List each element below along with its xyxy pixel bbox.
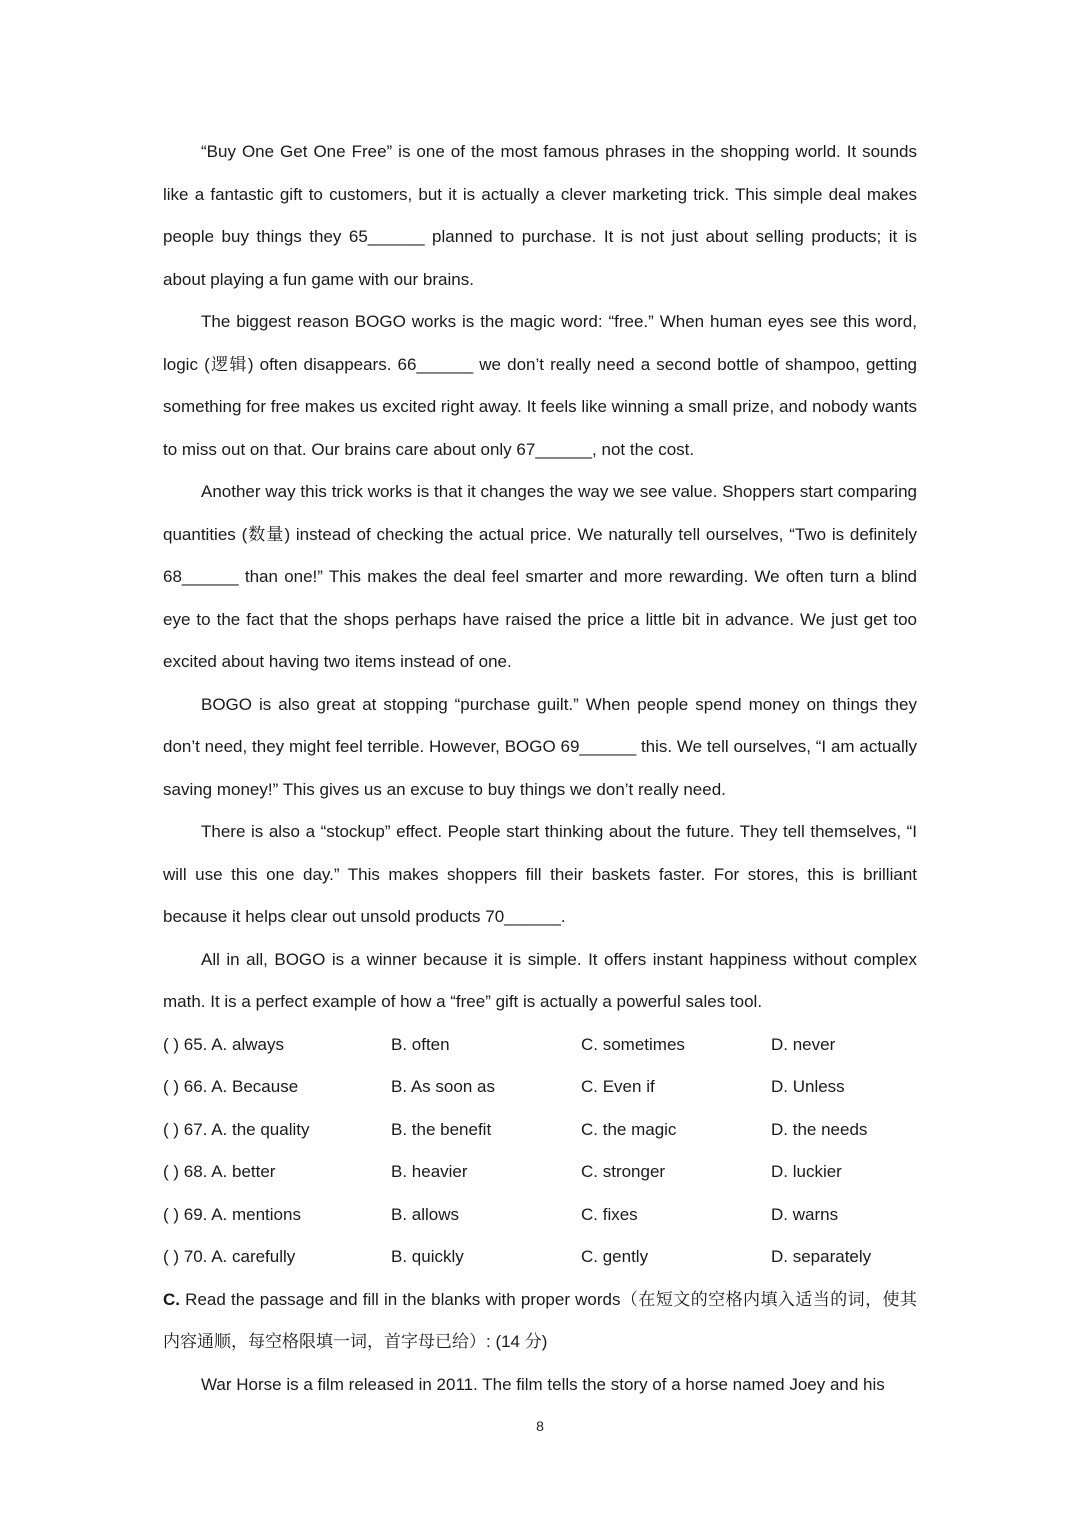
option-d: D. Unless: [771, 1077, 845, 1097]
option-d: D. the needs: [771, 1119, 868, 1139]
option-b: B. often: [391, 1034, 450, 1054]
option-a: A. always: [211, 1034, 284, 1054]
option-d: D. luckier: [771, 1162, 842, 1182]
passage-paragraph-6: All in all, BOGO is a winner because it is simple. It offers instant happiness without complex math. It is a perfect example of how a “free” gift is actually a powerful sales tool.: [163, 949, 917, 1011]
page-content: [163, 131, 917, 1406]
option-c: C. gently: [581, 1247, 649, 1267]
option-b: B. allows: [391, 1204, 460, 1224]
question-65-option-a: [163, 1035, 391, 1055]
question-70-option-a: [163, 1247, 391, 1267]
option-c: C. sometimes: [581, 1034, 685, 1054]
question-number: ( ) 69.: [163, 1204, 208, 1224]
question-68-option-a: [163, 1162, 391, 1182]
question-number: ( ) 68.: [163, 1162, 208, 1182]
passage-paragraph-2: The biggest reason BOGO works is the magic word: “free.” When human eyes see this word, logic (逻辑) often disappears. 66______ we don’t really need a second bottle of shampoo, getting something for free makes us excited right away. It feels like winning a small prize, and nobody wants to miss out on that. Our brains care about only 67______, not the cost.: [163, 312, 917, 459]
passage-paragraph-5: There is also a “stockup” effect. People start thinking about the future. They tell themselves, “I will use this one day.” This makes shoppers fill their baskets faster. For stores, this is brilliant because it helps clear out unsold products 70______.: [163, 822, 917, 926]
question-row-68: [163, 1151, 917, 1194]
option-a: A. carefully: [211, 1247, 296, 1267]
question-number: ( ) 67.: [163, 1119, 208, 1139]
option-c: C. the magic: [581, 1119, 677, 1139]
option-c: C. stronger: [581, 1162, 666, 1182]
next-passage-first-line: War Horse is a film released in 2011. The film tells the story of a horse named Joey and his: [201, 1374, 885, 1394]
section-c-instruction: [163, 1279, 917, 1364]
passage-paragraph-4: BOGO is also great at stopping “purchase guilt.” When people spend money on things they don’t need, they might feel terrible. However, BOGO 69______ this. We tell ourselves, “I am actually saving money!” This gives us an excuse to buy things we don’t really need.: [163, 694, 917, 799]
option-d: D. never: [771, 1034, 836, 1054]
question-number: ( ) 70.: [163, 1247, 208, 1267]
question-options: [163, 1024, 917, 1279]
question-row-65: [163, 1024, 917, 1067]
option-d: D. separately: [771, 1247, 872, 1267]
option-a: A. the quality: [211, 1119, 310, 1139]
option-b: B. As soon as: [391, 1077, 495, 1097]
page-number: 8: [536, 1418, 544, 1434]
question-number: ( ) 66.: [163, 1077, 208, 1097]
question-row-69: [163, 1194, 917, 1237]
option-a: A. mentions: [211, 1204, 301, 1224]
option-a: A. better: [211, 1162, 276, 1182]
question-69-option-a: [163, 1205, 391, 1225]
option-c: C. fixes: [581, 1204, 638, 1224]
passage-paragraph-1: “Buy One Get One Free” is one of the most famous phrases in the shopping world. It sounds like a fantastic gift to customers, but it is actually a clever marketing trick. This simple deal makes people buy things they 65______ planned to purchase. It is not just about selling products; it is about playing a fun game with our brains.: [163, 142, 917, 289]
section-c-text: Read the passage and fill in the blanks with proper words（在短文的空格内填入适当的词，使其内容通顺，每空格限填一词，首字母已给）: (14 分): [163, 1289, 917, 1351]
section-c-label: C.: [163, 1289, 180, 1309]
question-row-66: [163, 1066, 917, 1109]
question-row-70: [163, 1236, 917, 1279]
question-number: ( ) 65.: [163, 1034, 208, 1054]
question-row-67: [163, 1109, 917, 1152]
question-66-option-a: [163, 1077, 391, 1097]
passage-paragraph-3: Another way this trick works is that it changes the way we see value. Shoppers start comparing quantities (数量) instead of checking the actual price. We naturally tell ourselves, “Two is definitely 68______ than one!” This makes the deal feel smarter and more rewarding. We often turn a blind eye to the fact that the shops perhaps have raised the price a little bit in advance. We just get too excited about having two items instead of one.: [163, 482, 917, 671]
option-a: A. Because: [211, 1077, 299, 1097]
option-b: B. heavier: [391, 1162, 468, 1182]
option-c: C. Even if: [581, 1077, 655, 1097]
option-d: D. warns: [771, 1204, 839, 1224]
option-b: B. quickly: [391, 1247, 464, 1267]
option-b: B. the benefit: [391, 1119, 492, 1139]
question-67-option-a: [163, 1120, 391, 1140]
